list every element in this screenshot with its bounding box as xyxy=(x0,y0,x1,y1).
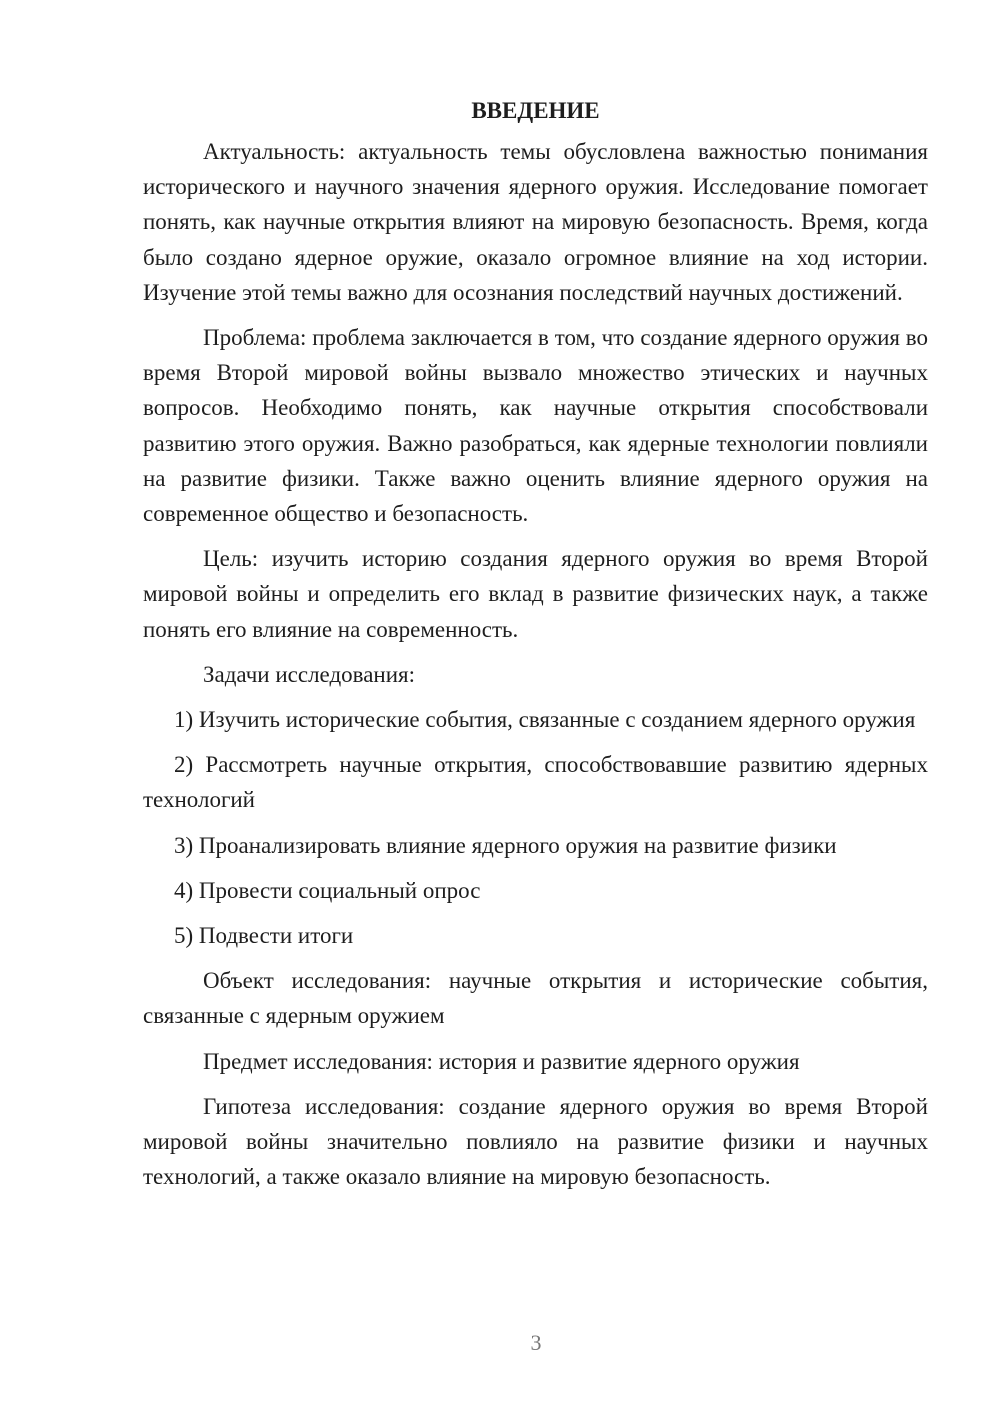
hypothesis-paragraph: Гипотеза исследования: создание ядерного оружия во время Второй мировой войны значительно повлияло на развитие физики и научных технологий, а также оказало влияние на мировую безопасность. xyxy=(143,1093,928,1190)
page-number: 3 xyxy=(530,1330,542,1355)
task-item-5: 5) Подвести итоги xyxy=(174,923,354,949)
task-item-3: 3) Проанализировать влияние ядерного оружия на развитие физики xyxy=(174,832,837,858)
task-item-2: 2) Рассмотреть научные открытия, способствовавшие развитию ядерных технологий xyxy=(143,752,928,813)
task-item-1: 1) Изучить исторические события, связанные с созданием ядерного оружия xyxy=(174,707,916,733)
tasks-heading: Задачи исследования: xyxy=(203,661,416,687)
relevance-paragraph: Актуальность: актуальность темы обусловлена важностью понимания исторического и научного значения ядерного оружия. Исследование помогает понять, как научные открытия влияют на мировую безопасность. Время, когда было создано ядерное оружие, оказало огромное влияние на ход истории. Изучение этой темы важно для осознания последствий научных достижений. xyxy=(143,139,928,305)
section-title: ВВЕДЕНИЕ xyxy=(471,98,600,123)
research-object-paragraph: Объект исследования: научные открытия и исторические события, связанные с ядерным оружием xyxy=(143,968,928,1029)
goal-paragraph: Цель: изучить историю создания ядерного оружия во время Второй мировой войны и определить его вклад в развитие физических наук, а также понять его влияние на современность. xyxy=(143,546,928,642)
task-item-4: 4) Провести социальный опрос xyxy=(174,877,481,903)
research-subject-paragraph: Предмет исследования: история и развитие ядерного оружия xyxy=(203,1048,800,1074)
document-page xyxy=(143,96,928,1204)
problem-paragraph: Проблема: проблема заключается в том, что создание ядерного оружия во время Второй мировой войны вызвало множество этических и научных вопросов. Необходимо понять, как научные открытия способствовали развитию этого оружия. Важно разобраться, как ядерные технологии повлияли на развитие физики. Также важно оценить влияние ядерного оружия на современное общество и безопасность. xyxy=(143,325,928,527)
